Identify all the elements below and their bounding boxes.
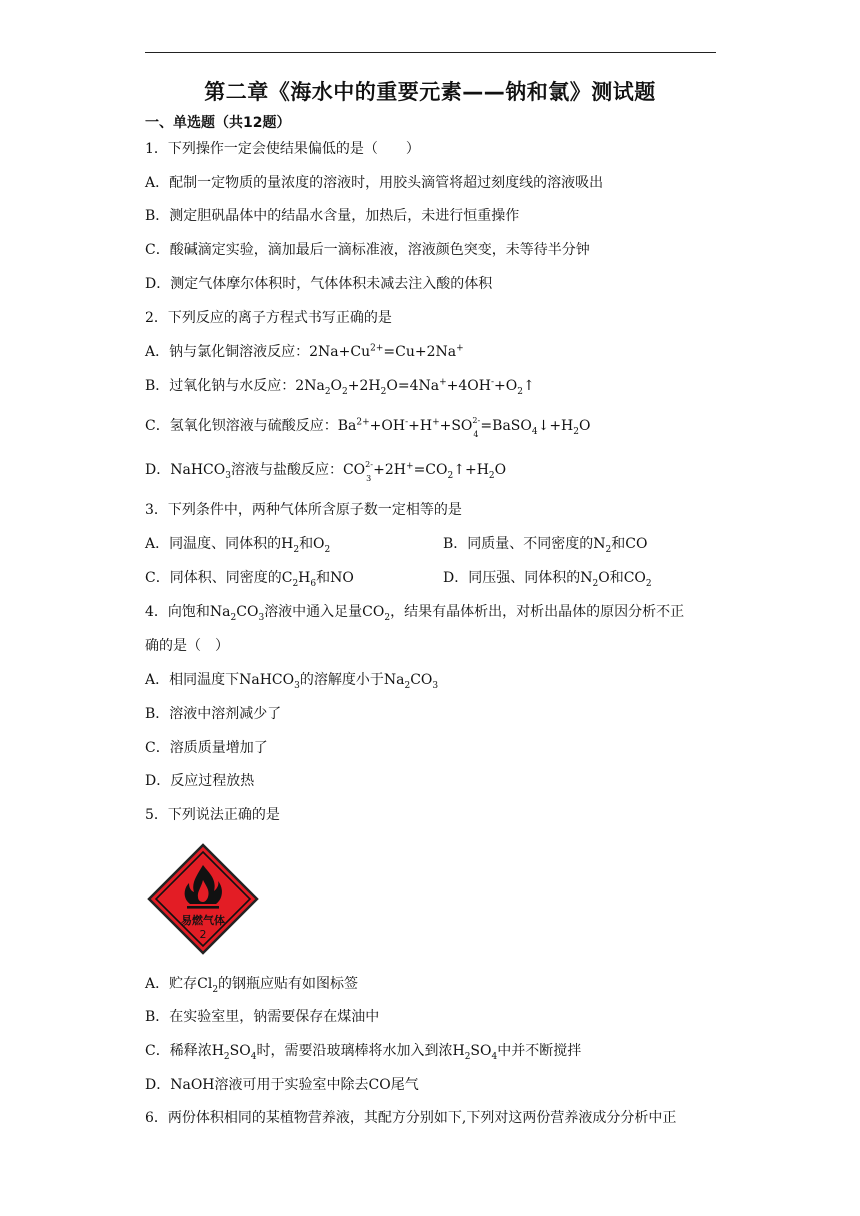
- q3-option-a: A．同温度、同体积的$H_2$和$O_2$: [145, 536, 331, 555]
- q5-option-d: D．NaOH溶液可用于实验室中除去CO尾气: [145, 1077, 419, 1093]
- q2-option-c-label: C．氢氧化钡溶液与硫酸反应：: [145, 418, 338, 434]
- q4-option-c: C．溶质质量增加了: [145, 740, 268, 756]
- q2-option-b-label: B．过氧化钠与水反应：: [145, 378, 296, 394]
- q3-option-d: D．同压强、同体积的$N_2O$和$CO_2$: [443, 570, 652, 589]
- q1-option-a: A．配制一定物质的量浓度的溶液时，用胶头滴管将超过刻度线的溶液吸出: [145, 175, 604, 191]
- q2-option-b: B．过氧化钠与水反应：$2Na_2O_2+2H_2O=4Na^++4OH^-+O_2↑$: [145, 377, 535, 397]
- q3-option-c: C．同体积、同密度的$C_2H_6$和NO: [145, 570, 354, 589]
- q5-option-c: C．稀释浓$H_2SO_4$时，需要沿玻璃棒将水加入到浓$H_2SO_4$中并不断搅拌: [145, 1043, 582, 1062]
- q6-stem: 6．两份体积相同的某植物营养液，其配方分别如下,下列对这两份营养液成分分析中正: [145, 1110, 677, 1126]
- q2-option-d: D．NaHCO$_3$溶液与盐酸反应：CO 2- 3 $+2H^+=CO_2↑+H_2O$: [145, 460, 507, 483]
- q2-option-d-label: D．: [145, 462, 171, 478]
- flammable-gas-sign: [147, 843, 259, 955]
- q1-option-c: C．酸碱滴定实验，滴加最后一滴标准液，溶液颜色突变，未等待半分钟: [145, 242, 590, 258]
- q4-stem-line2: 确的是（ ）: [145, 638, 229, 654]
- q4-option-d: D．反应过程放热: [145, 773, 255, 789]
- q5-option-b: B．在实验室里，钠需要保存在煤油中: [145, 1009, 380, 1025]
- q2-stem: 2．下列反应的离子方程式书写正确的是: [145, 310, 392, 326]
- q2-option-c: C．氢氧化钡溶液与硫酸反应：$Ba^{2+}+OH^-+H^++SO$ 2- 4 $=BaSO_4↓+H_2O$: [145, 416, 591, 439]
- q1-stem: 1．下列操作一定会使结果偏低的是（ ）: [145, 141, 420, 157]
- q5-option-a: A．贮存$Cl_2$的钢瓶应贴有如图标签: [145, 976, 359, 995]
- q4-option-b: B．溶液中溶剂减少了: [145, 706, 282, 722]
- sign-label: 易燃气体: [181, 914, 225, 927]
- q4-option-a: A．相同温度下NaHCO$_3$的溶解度小于$Na_2CO_3$: [145, 672, 439, 691]
- q1-option-b: B．测定胆矾晶体中的结晶水含量，加热后，未进行恒重操作: [145, 208, 520, 224]
- q2-option-a: A．钠与氯化铜溶液反应：$2Na+Cu^{2+}=Cu+2Na^+$: [145, 343, 464, 360]
- q5-stem: 5．下列说法正确的是: [145, 807, 280, 823]
- section-heading: 一、单选题（共12题）: [145, 115, 291, 131]
- q2-option-a-label: A．钠与氯化铜溶液反应：: [145, 344, 310, 360]
- q4-stem-line1: 4．向饱和$Na_2CO_3$溶液中通入足量$CO_2$，结果有晶体析出，对析出晶体的原因分析不正: [145, 604, 685, 623]
- q3-option-b: B．同质量、不同密度的$N_2$和CO: [443, 536, 648, 555]
- sign-class-number: 2: [199, 928, 207, 941]
- page-title: 第二章《海水中的重要元素——钠和氯》测试题: [204, 80, 656, 104]
- top-rule: [145, 52, 716, 53]
- q1-option-d: D．测定气体摩尔体积时，气体体积未减去注入酸的体积: [145, 276, 493, 292]
- q3-stem: 3．下列条件中，两种气体所含原子数一定相等的是: [145, 502, 462, 518]
